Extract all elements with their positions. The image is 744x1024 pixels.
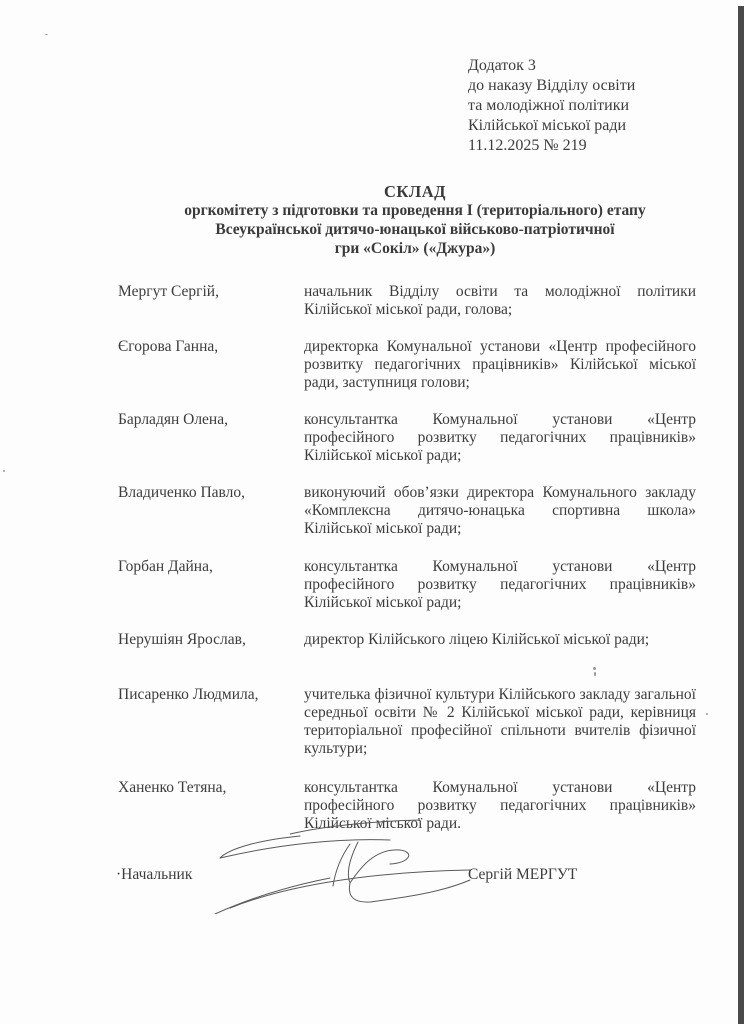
signature-stroke	[215, 878, 330, 914]
annex-header	[468, 56, 635, 156]
scan-speck	[3, 470, 5, 472]
scan-speck	[706, 713, 708, 715]
scanner-edge-border	[738, 6, 744, 1024]
signature-stroke	[333, 844, 350, 886]
title-subtitle-line: оргкомітету з підготовки та проведення І (територіального) етапу	[184, 202, 646, 219]
annex-line: та молодіжної політики	[468, 97, 630, 114]
signer-name: Сергій МЕРГУТ	[468, 866, 578, 883]
title-subtitle-line: Всеукраїнської дитячо-юнацької військово-патріотичної	[215, 221, 615, 238]
title-main: СКЛАД	[384, 182, 446, 201]
signature-tail-stroke	[285, 818, 425, 836]
document-title	[100, 182, 730, 258]
signature-stroke	[230, 870, 470, 908]
scan-speck	[594, 672, 596, 676]
scan-speck	[45, 34, 48, 35]
signature-stroke	[220, 840, 390, 858]
annex-line: Додаток 3	[468, 57, 536, 74]
member-role: директорка Комунальної установи «Центр професійного розвитку педагогічних працівників» Кілійської міської ради, заступниця голови;	[304, 338, 696, 391]
member-name: Владиченко Павло,	[118, 484, 246, 501]
member-role: учителька фізичної культури Кілійського закладу загальної середньої освіти № 2 Кілійської міської ради, керівниця територіальної професійної спільноти вчителів фізичної культури;	[304, 686, 696, 757]
member-name: Писаренко Людмила,	[118, 686, 259, 703]
annex-line: до наказу Відділу освіти	[468, 77, 636, 94]
member-name: Горбан Дайна,	[118, 558, 213, 575]
member-role: консультантка Комунальної установи «Центр професійного розвитку педагогічних працівників» Кілійської міської ради;	[304, 411, 696, 464]
title-subtitle-line: гри «Сокіл» («Джура»)	[334, 240, 496, 257]
member-name: Мергут Сергій,	[118, 283, 219, 300]
annex-line: Кілійської міської ради	[468, 117, 627, 134]
signature-stroke	[348, 842, 408, 883]
scan-speck	[593, 667, 596, 670]
signature-stroke	[349, 880, 470, 902]
member-name: Барладян Олена,	[118, 411, 228, 428]
member-name: Єгорова Ганна,	[118, 338, 219, 355]
member-role: директор Кілійського ліцею Кілійської міської ради;	[304, 631, 650, 648]
member-name: Ханенко Тетяна,	[118, 779, 227, 796]
member-role: консультантка Комунальної установи «Центр професійного розвитку педагогічних працівників» Кілійської міської ради;	[304, 558, 696, 611]
member-role: виконуючий обов’язки директора Комунального закладу «Комплексна дитячо-юнацька спортивна школа» Кілійської міської ради;	[304, 484, 696, 537]
member-role: начальник Відділу освіти та молодіжної політики Кілійської міської ради, голова;	[304, 283, 696, 318]
signer-position: ·Начальник	[116, 866, 193, 883]
member-role: консультантка Комунальної установи «Центр професійного розвитку педагогічних працівників» Кілійської міської ради.	[304, 779, 696, 832]
annex-date-number: 11.12.2025 № 219	[468, 137, 587, 154]
signature-stroke	[220, 836, 300, 858]
member-name: Нерушіян Ярослав,	[118, 631, 246, 648]
